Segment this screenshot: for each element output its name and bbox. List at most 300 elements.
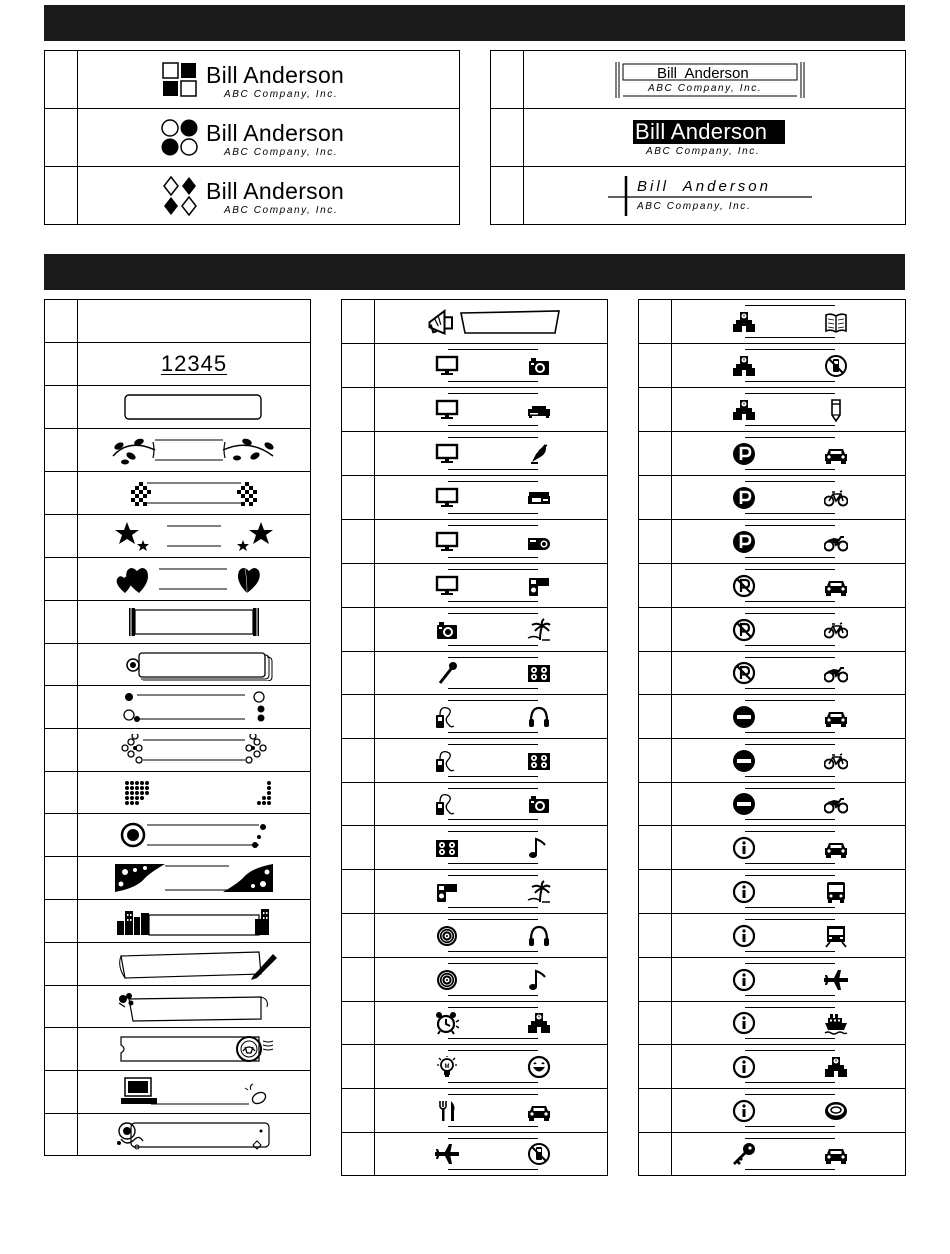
row-number-cell	[45, 857, 78, 900]
template-sample	[78, 729, 311, 772]
template-line	[745, 481, 835, 482]
section-header-templates	[44, 254, 905, 290]
template-line	[448, 437, 538, 438]
template-line	[745, 788, 835, 789]
template-sample	[78, 814, 311, 857]
satellite-dish-icon	[527, 442, 551, 466]
row-number-cell	[639, 958, 672, 1002]
no-phone-icon	[824, 354, 848, 378]
stacked-tag-frame	[109, 649, 279, 681]
computer-mouse-frame	[109, 1076, 279, 1108]
template-line	[745, 437, 835, 438]
frame-sample-circles	[78, 109, 460, 167]
stereo-icon	[435, 836, 459, 860]
row-number-cell	[45, 300, 78, 343]
row-number-cell	[342, 608, 375, 652]
city-frame	[109, 905, 279, 937]
template-sample	[672, 1133, 906, 1176]
template-sample	[78, 515, 311, 558]
template-line	[448, 688, 538, 689]
template-sample	[672, 695, 906, 739]
frame-sample-cross-line	[524, 167, 906, 225]
info-icon	[732, 1011, 756, 1035]
row-number-cell	[342, 652, 375, 695]
row-number-cell	[342, 870, 375, 914]
ornament-tag-frame	[109, 1119, 279, 1151]
row-number-cell	[45, 1028, 78, 1071]
templates-table-col3	[638, 299, 906, 1176]
template-line	[448, 963, 538, 964]
template-sample	[375, 914, 608, 958]
template-sample	[375, 344, 608, 388]
template-line	[448, 744, 538, 745]
school-icon	[824, 1055, 848, 1079]
row-number-cell	[45, 167, 78, 225]
no-parking-icon	[732, 574, 756, 598]
stereo-icon	[527, 661, 551, 685]
template-sample	[78, 943, 311, 986]
template-sample	[78, 558, 311, 601]
template-sample	[672, 914, 906, 958]
template-line	[448, 569, 538, 570]
car-icon	[824, 574, 848, 598]
template-line	[448, 1169, 538, 1170]
template-line	[448, 349, 538, 350]
no-phone-icon	[527, 1142, 551, 1166]
template-line	[448, 995, 538, 996]
tv-icon	[435, 354, 459, 378]
airplane-icon	[435, 1142, 459, 1166]
row-number-cell	[45, 558, 78, 601]
stripe-bracket-frame	[109, 606, 279, 638]
bicycle-icon	[824, 749, 848, 773]
template-line	[448, 393, 538, 394]
row-number-cell	[639, 564, 672, 608]
template-sample	[672, 520, 906, 564]
frame-name: Bill Anderson	[206, 62, 345, 88]
motorcycle-icon	[824, 792, 848, 816]
row-number-cell	[342, 344, 375, 388]
frame-sample-diamonds	[78, 167, 460, 225]
template-line	[448, 513, 538, 514]
fork-knife-icon	[435, 1099, 459, 1123]
template-line	[448, 1094, 538, 1095]
row-number-cell	[342, 783, 375, 826]
dot-pattern-frame	[109, 777, 279, 809]
pencil-icon	[824, 398, 848, 422]
no-entry-icon	[732, 792, 756, 816]
template-line	[745, 1007, 835, 1008]
template-line	[448, 819, 538, 820]
info-icon	[732, 1099, 756, 1123]
row-number-cell	[639, 826, 672, 870]
templates-table-col2	[341, 299, 608, 1176]
row-number-cell	[342, 564, 375, 608]
row-number-cell	[45, 109, 78, 167]
template-sample	[78, 1114, 311, 1156]
megaphone-icon	[427, 306, 457, 336]
parking-icon	[732, 486, 756, 510]
template-sample	[672, 300, 906, 344]
template-line	[448, 863, 538, 864]
template-sample	[672, 432, 906, 476]
template-line	[745, 919, 835, 920]
row-number-cell	[491, 167, 524, 225]
template-sample	[375, 652, 608, 695]
template-sample	[672, 388, 906, 432]
frame-name: Bill Anderson	[637, 178, 771, 195]
template-sample	[78, 900, 311, 943]
template-line	[745, 469, 835, 470]
row-number-cell	[639, 476, 672, 520]
row-number-cell	[342, 476, 375, 520]
template-line	[448, 557, 538, 558]
tv-icon	[435, 486, 459, 510]
car-icon	[824, 1142, 848, 1166]
row-number-cell	[639, 870, 672, 914]
row-number-cell	[342, 1133, 375, 1176]
flower-lace-frame	[109, 734, 279, 766]
template-line	[745, 831, 835, 832]
row-number-cell	[342, 826, 375, 870]
row-number-cell	[45, 943, 78, 986]
template-sample	[78, 644, 311, 686]
template-sample	[375, 520, 608, 564]
row-number-cell	[639, 300, 672, 344]
frame-sample-squares	[78, 51, 460, 109]
template-line	[448, 1138, 538, 1139]
car-icon	[824, 442, 848, 466]
template-sample	[375, 870, 608, 914]
row-number-cell	[45, 986, 78, 1028]
headphones-icon	[527, 705, 551, 729]
template-line	[745, 907, 835, 908]
template-line	[448, 613, 538, 614]
row-number-cell	[639, 344, 672, 388]
palm-tree-icon	[527, 880, 551, 904]
no-entry-icon	[732, 749, 756, 773]
template-sample	[375, 300, 608, 344]
info-icon	[732, 1055, 756, 1079]
music-note-icon	[527, 968, 551, 992]
template-sample	[78, 601, 311, 644]
row-number-cell	[45, 772, 78, 814]
leaves-frame	[109, 434, 279, 466]
row-number-cell	[639, 1045, 672, 1089]
info-icon	[732, 968, 756, 992]
diamonds-icon	[162, 176, 198, 216]
row-number-cell	[45, 729, 78, 772]
frame-company: ABC Company, Inc.	[648, 83, 763, 94]
template-sample	[672, 652, 906, 695]
no-parking-icon	[732, 618, 756, 642]
row-number-cell	[45, 644, 78, 686]
row-number-cell	[45, 601, 78, 644]
row-number-cell	[342, 739, 375, 783]
row-number-cell	[639, 652, 672, 695]
row-number-cell	[45, 386, 78, 429]
row-number-cell	[639, 388, 672, 432]
row-number-cell	[491, 51, 524, 109]
frame-name: Bill Anderson	[635, 119, 768, 144]
music-player-icon	[435, 749, 459, 773]
template-line	[745, 863, 835, 864]
template-sample	[78, 472, 311, 515]
template-sample	[78, 1071, 311, 1114]
bus-icon	[824, 880, 848, 904]
row-number-cell	[639, 695, 672, 739]
row-number-cell	[342, 432, 375, 476]
squares-icon	[162, 62, 198, 98]
rounded-rectangle-frame	[109, 391, 279, 423]
music-note-icon	[527, 836, 551, 860]
template-line	[745, 305, 835, 306]
pixel-frame	[109, 477, 279, 509]
frame-sample-double-bar	[524, 51, 906, 109]
template-line	[448, 700, 538, 701]
template-sample	[78, 300, 311, 343]
template-line	[745, 425, 835, 426]
template-line	[448, 1050, 538, 1051]
template-line	[448, 601, 538, 602]
template-sample	[375, 608, 608, 652]
row-number-cell	[45, 515, 78, 558]
template-line	[448, 525, 538, 526]
stereo-icon	[527, 749, 551, 773]
svg-text:M: M	[444, 1063, 450, 1070]
template-line	[448, 732, 538, 733]
row-number-cell	[45, 429, 78, 472]
row-number-cell	[45, 686, 78, 729]
template-line	[745, 776, 835, 777]
row-number-cell	[639, 432, 672, 476]
row-number-cell	[342, 958, 375, 1002]
row-number-cell	[45, 900, 78, 943]
row-number-cell	[342, 1045, 375, 1089]
template-line	[745, 613, 835, 614]
template-sample	[375, 432, 608, 476]
section-header-frames	[44, 5, 905, 41]
template-sample	[78, 1028, 311, 1071]
info-icon	[732, 880, 756, 904]
music-player-icon	[435, 705, 459, 729]
template-sample	[375, 1002, 608, 1045]
frame-company: ABC Company, Inc.	[224, 205, 339, 216]
projector-icon	[527, 530, 551, 554]
template-line	[745, 1126, 835, 1127]
school-icon	[527, 1011, 551, 1035]
tv-icon	[435, 398, 459, 422]
row-number-cell	[342, 300, 375, 344]
template-sample	[672, 564, 906, 608]
template-line	[745, 381, 835, 382]
microphone-icon	[435, 661, 459, 685]
row-number-cell	[45, 1114, 78, 1156]
template-sample	[672, 608, 906, 652]
template-line	[448, 469, 538, 470]
template-line	[448, 788, 538, 789]
template-line	[745, 875, 835, 876]
row-number-cell	[45, 814, 78, 857]
no-parking-icon	[732, 661, 756, 685]
template-sample	[672, 344, 906, 388]
frame-company: ABC Company, Inc.	[637, 201, 752, 212]
template-line	[745, 688, 835, 689]
template-sample	[375, 1045, 608, 1089]
book-icon	[824, 310, 848, 334]
template-sample	[672, 1045, 906, 1089]
tv-icon	[435, 442, 459, 466]
template-line	[745, 657, 835, 658]
template-line	[745, 557, 835, 558]
camcorder-icon	[527, 574, 551, 598]
frame-name: Bill Anderson	[206, 178, 345, 204]
hearts-frame	[109, 563, 279, 595]
school-icon	[732, 310, 756, 334]
template-line	[448, 951, 538, 952]
template-sample	[375, 1133, 608, 1176]
motorcycle-icon	[824, 661, 848, 685]
tv-icon	[435, 574, 459, 598]
camera-icon	[527, 354, 551, 378]
template-sample	[78, 857, 311, 900]
template-sample	[672, 1002, 906, 1045]
row-number-cell	[639, 914, 672, 958]
template-sample	[672, 739, 906, 783]
page-curl-frame	[109, 991, 279, 1023]
info-icon	[732, 836, 756, 860]
template-sample	[672, 826, 906, 870]
frames-table-right	[490, 50, 906, 225]
light-bulb-icon	[435, 1055, 459, 1079]
palm-tree-icon	[527, 618, 551, 642]
template-sample	[375, 388, 608, 432]
template-line	[448, 425, 538, 426]
template-line	[745, 349, 835, 350]
row-number-cell	[491, 109, 524, 167]
pen-paper-frame	[109, 948, 279, 980]
template-sample	[78, 986, 311, 1028]
row-number-cell	[45, 472, 78, 515]
bicycle-icon	[824, 618, 848, 642]
template-line	[745, 337, 835, 338]
template-sample	[375, 826, 608, 870]
template-sample	[375, 783, 608, 826]
template-sample	[375, 739, 608, 783]
row-number-cell	[45, 51, 78, 109]
music-player-icon	[435, 792, 459, 816]
template-line	[745, 393, 835, 394]
template-line	[745, 645, 835, 646]
car-icon	[527, 1099, 551, 1123]
no-entry-icon	[732, 705, 756, 729]
tv-icon	[435, 530, 459, 554]
template-line	[448, 481, 538, 482]
camera-icon	[527, 792, 551, 816]
row-number-cell	[45, 1071, 78, 1114]
camera-icon	[435, 618, 459, 642]
row-number-cell	[639, 783, 672, 826]
template-number-text: 12345	[160, 351, 228, 376]
template-sample	[672, 1089, 906, 1133]
template-sample	[78, 772, 311, 814]
template-sample	[78, 686, 311, 729]
smiley-icon	[527, 1055, 551, 1079]
parking-icon	[732, 530, 756, 554]
frame-company: ABC Company, Inc.	[224, 147, 339, 158]
info-icon	[732, 924, 756, 948]
template-line	[745, 1038, 835, 1039]
template-line	[745, 1138, 835, 1139]
row-number-cell	[342, 1089, 375, 1133]
banner-shape	[459, 309, 563, 335]
template-line	[448, 1038, 538, 1039]
template-line	[745, 1050, 835, 1051]
template-line	[745, 700, 835, 701]
bicycle-icon	[824, 486, 848, 510]
video-deck-icon	[527, 398, 551, 422]
motorcycle-icon	[824, 530, 848, 554]
template-sample	[672, 870, 906, 914]
row-number-cell	[639, 608, 672, 652]
row-number-cell	[639, 520, 672, 564]
template-sample	[375, 564, 608, 608]
template-sample	[672, 783, 906, 826]
row-number-cell	[639, 739, 672, 783]
train-icon	[824, 924, 848, 948]
template-line	[448, 875, 538, 876]
template-line	[745, 819, 835, 820]
car-icon	[824, 836, 848, 860]
template-sample	[672, 958, 906, 1002]
template-line	[448, 1082, 538, 1083]
cd-icon	[435, 924, 459, 948]
row-number-cell	[342, 388, 375, 432]
row-number-cell	[45, 343, 78, 386]
template-line	[745, 995, 835, 996]
template-line	[745, 525, 835, 526]
circles-icon	[161, 119, 199, 157]
frames-table-left	[44, 50, 460, 225]
template-line	[745, 1094, 835, 1095]
school-icon	[732, 354, 756, 378]
template-line	[448, 831, 538, 832]
headphones-icon	[527, 924, 551, 948]
ship-icon	[824, 1011, 848, 1035]
template-line	[745, 1169, 835, 1170]
template-line	[745, 744, 835, 745]
dots-corner-frame	[109, 691, 279, 723]
airplane-icon	[824, 968, 848, 992]
template-sample	[375, 476, 608, 520]
frame-name: Bill Anderson	[206, 120, 345, 146]
frame-company: ABC Company, Inc.	[646, 146, 761, 157]
parking-icon	[732, 442, 756, 466]
template-line	[448, 1007, 538, 1008]
template-sample	[78, 386, 311, 429]
template-line	[448, 645, 538, 646]
blank	[109, 305, 279, 337]
template-sample	[78, 429, 311, 472]
template-sample	[78, 343, 311, 386]
floral-band-frame	[109, 862, 279, 894]
stadium-icon	[824, 1099, 848, 1123]
camcorder-icon	[435, 880, 459, 904]
template-line	[745, 963, 835, 964]
template-line	[448, 919, 538, 920]
template-line	[745, 569, 835, 570]
frame-company: ABC Company, Inc.	[224, 89, 339, 100]
